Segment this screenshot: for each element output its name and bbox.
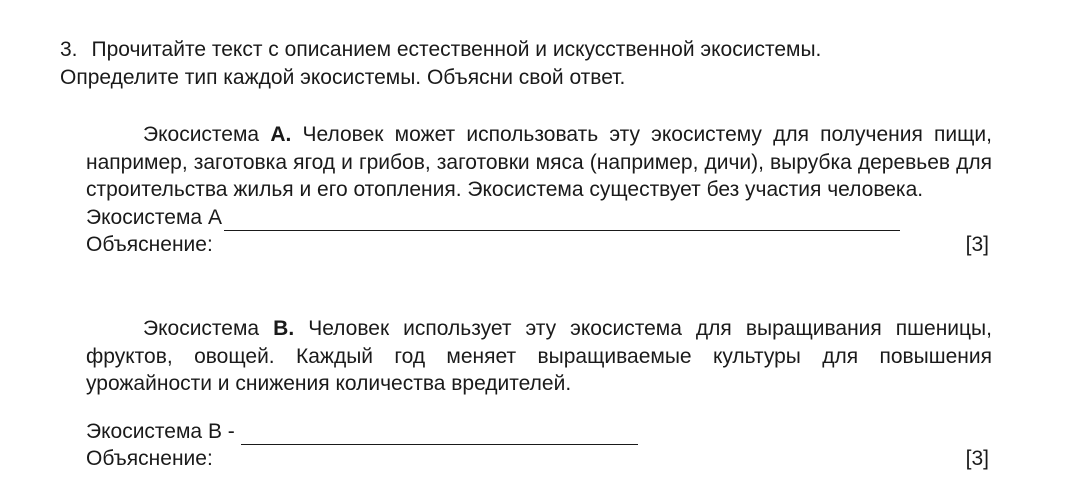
ecosystem-a-explanation-label: Объяснение: [86,233,213,256]
question-text-line2: Определите тип каждой экосистемы. Объясни свой ответ. [60,66,626,89]
ecosystem-b-answer-blank[interactable] [241,424,638,445]
ecosystem-b-marks: [3] [965,447,989,470]
question-number: 3. [60,38,78,61]
ecosystem-a-description [86,121,992,204]
ecosystem-a-prefix: Экосистема [143,123,271,146]
question-line-1 [60,36,1020,64]
ecosystem-b-explanation-label: Объяснение: [86,447,213,470]
ecosystem-b-label: В. [273,317,295,340]
ecosystem-b-answer-prompt: Экосистема В - [86,419,235,443]
ecosystem-a-section [86,121,992,259]
ecosystem-a-answer-prompt: Экосистема А [86,205,222,229]
ecosystem-b-answer-row [86,418,992,446]
spacer [86,398,992,418]
question-text-line1: Прочитайте текст с описанием естественной и искусственной экосистемы. [91,38,822,61]
ecosystem-a-answer-row [86,204,992,232]
ecosystem-b-prefix: Экосистема [143,317,274,340]
ecosystem-a-text: Человек может использовать эту экосистему для получения пищи, например, заготовка ягод и грибов, заготовки мяса (например, дичи), вырубка деревьев для строительства жилья и его отопления. Экосистема существует без участия человека. [86,123,992,201]
ecosystem-b-section [86,315,992,473]
ecosystem-a-marks: [3] [965,233,989,256]
ecosystem-a-explanation-row [86,231,989,259]
ecosystem-a-label: А. [270,123,292,146]
question-3 [60,36,1020,92]
ecosystem-b-description [86,315,992,398]
ecosystem-b-explanation-row [86,445,989,473]
ecosystem-b-text: Человек использует эту экосистема для выращивания пшеницы, фруктов, овощей. Каждый год меняет выращиваемые культуры для повышения урожайности и снижения количества вредителей. [86,317,992,395]
ecosystem-a-answer-blank[interactable] [224,210,900,231]
